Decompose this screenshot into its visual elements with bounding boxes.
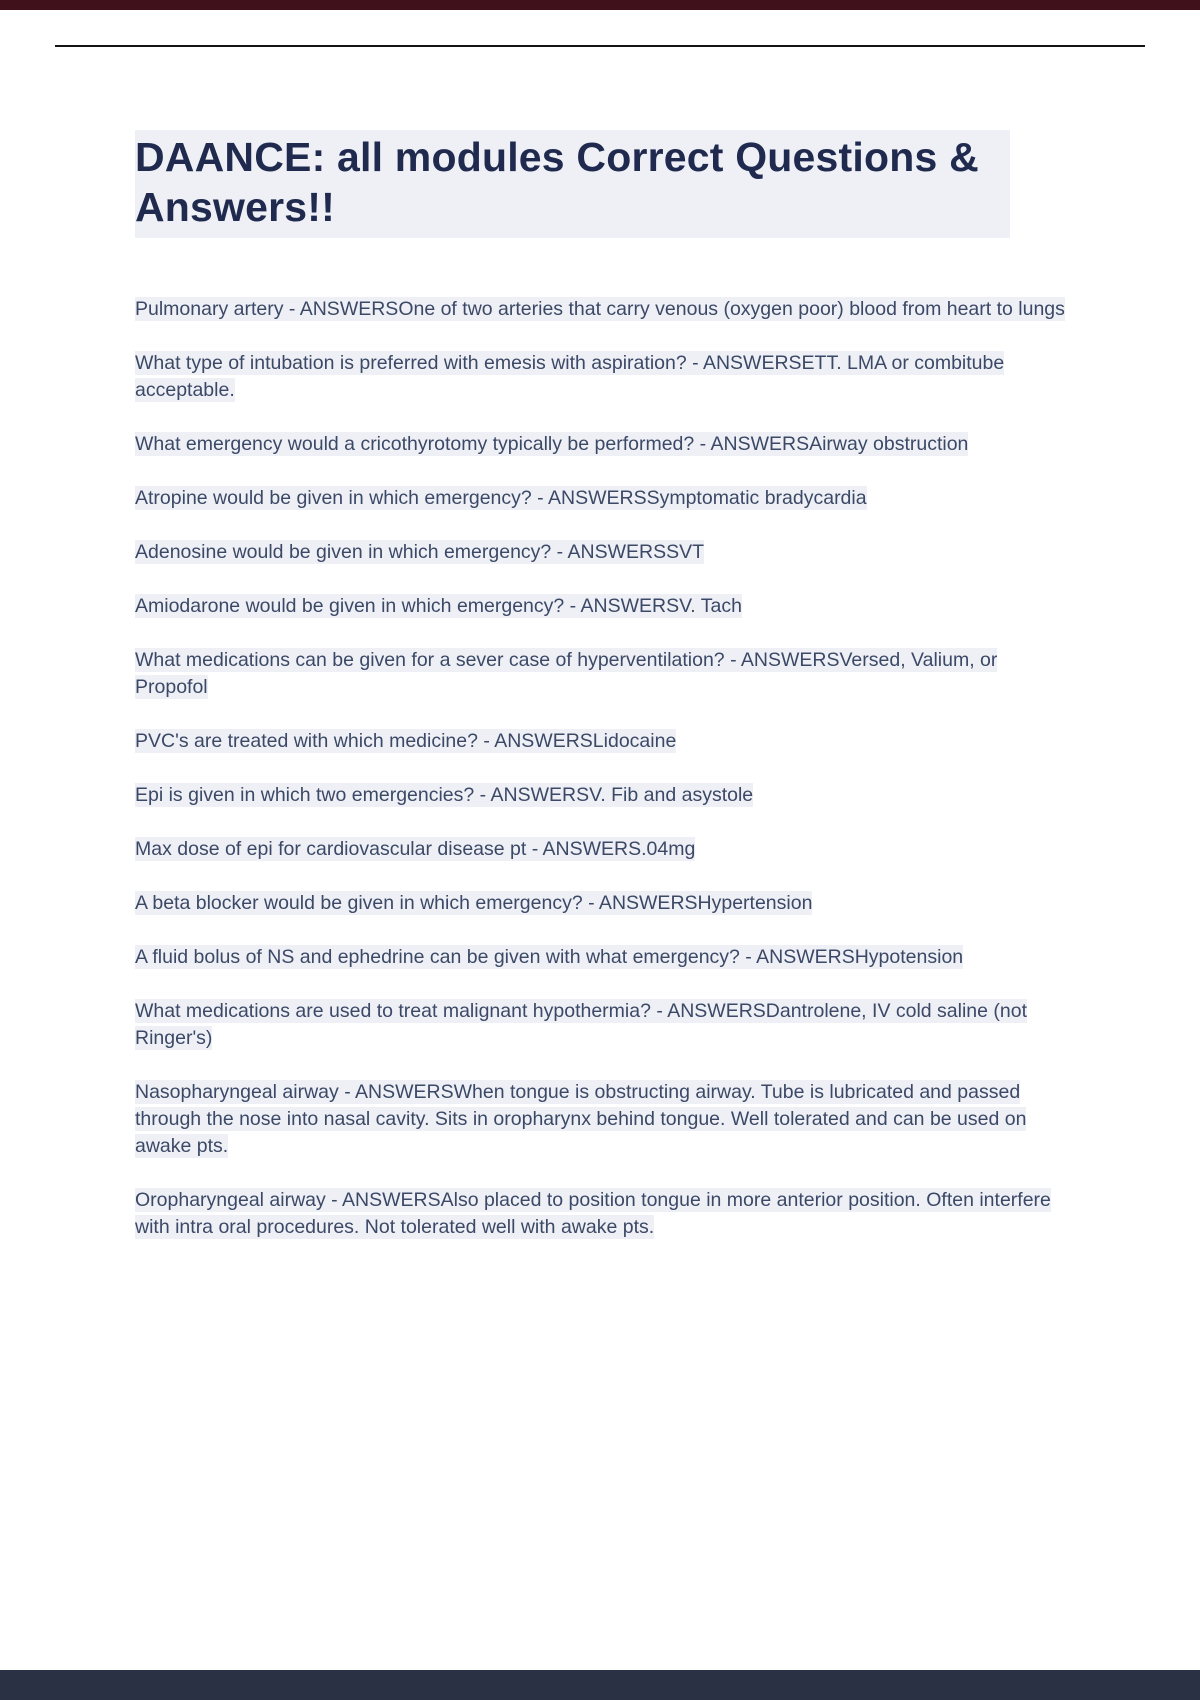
qa-text: What medications are used to treat malignant hypothermia? - ANSWERSDantrolene, IV cold saline (not Ringer's) [135, 1000, 1028, 1050]
qa-paragraph [135, 728, 1065, 755]
qa-paragraph [135, 782, 1065, 809]
qa-paragraph [135, 1187, 1065, 1241]
qa-text: A fluid bolus of NS and ephedrine can be given with what emergency? - ANSWERSHypotension [135, 946, 964, 969]
qa-text: What emergency would a cricothyrotomy typically be performed? - ANSWERSAirway obstruction [135, 433, 969, 456]
qa-paragraph [135, 485, 1065, 512]
qa-paragraph [135, 431, 1065, 458]
page-title: DAANCE: all modules Correct Questions & Answers!! [135, 130, 1010, 238]
qa-paragraph [135, 1079, 1065, 1160]
qa-paragraph [135, 998, 1065, 1052]
qa-text: What type of intubation is preferred with emesis with aspiration? - ANSWERSETT. LMA or combitube acceptable. [135, 352, 1005, 402]
qa-list [135, 296, 1065, 1241]
qa-paragraph [135, 944, 1065, 971]
qa-text: Pulmonary artery - ANSWERSOne of two arteries that carry venous (oxygen poor) blood from heart to lungs [135, 298, 1065, 321]
qa-text: Oropharyngeal airway - ANSWERSAlso placed to position tongue in more anterior position. Often interfere with intra oral procedures. Not tolerated well with awake pts. [135, 1189, 1051, 1239]
qa-text: Max dose of epi for cardiovascular disease pt - ANSWERS.04mg [135, 838, 696, 861]
qa-text: Epi is given in which two emergencies? - ANSWERSV. Fib and asystole [135, 784, 754, 807]
qa-text: A beta blocker would be given in which emergency? - ANSWERSHypertension [135, 892, 813, 915]
header-divider-line [55, 45, 1145, 47]
qa-paragraph [135, 890, 1065, 917]
qa-paragraph [135, 593, 1065, 620]
qa-paragraph [135, 647, 1065, 701]
document-body [135, 130, 1065, 1268]
bottom-accent-bar [0, 1670, 1200, 1700]
qa-text: Atropine would be given in which emergency? - ANSWERSSymptomatic bradycardia [135, 487, 867, 510]
qa-text: Nasopharyngeal airway - ANSWERSWhen tongue is obstructing airway. Tube is lubricated and passed through the nose into nasal cavity. Sits in oropharynx behind tongue. Well tolerated and can be used on awake pts. [135, 1081, 1027, 1158]
qa-paragraph [135, 296, 1065, 323]
qa-paragraph [135, 836, 1065, 863]
qa-paragraph [135, 539, 1065, 566]
qa-paragraph [135, 350, 1065, 404]
qa-text: Amiodarone would be given in which emergency? - ANSWERSV. Tach [135, 595, 742, 618]
qa-text: What medications can be given for a sever case of hyperventilation? - ANSWERSVersed, Valium, or Propofol [135, 649, 998, 699]
top-accent-bar [0, 0, 1200, 10]
qa-text: PVC's are treated with which medicine? - ANSWERSLidocaine [135, 730, 677, 753]
qa-text: Adenosine would be given in which emergency? - ANSWERSSVT [135, 541, 705, 564]
